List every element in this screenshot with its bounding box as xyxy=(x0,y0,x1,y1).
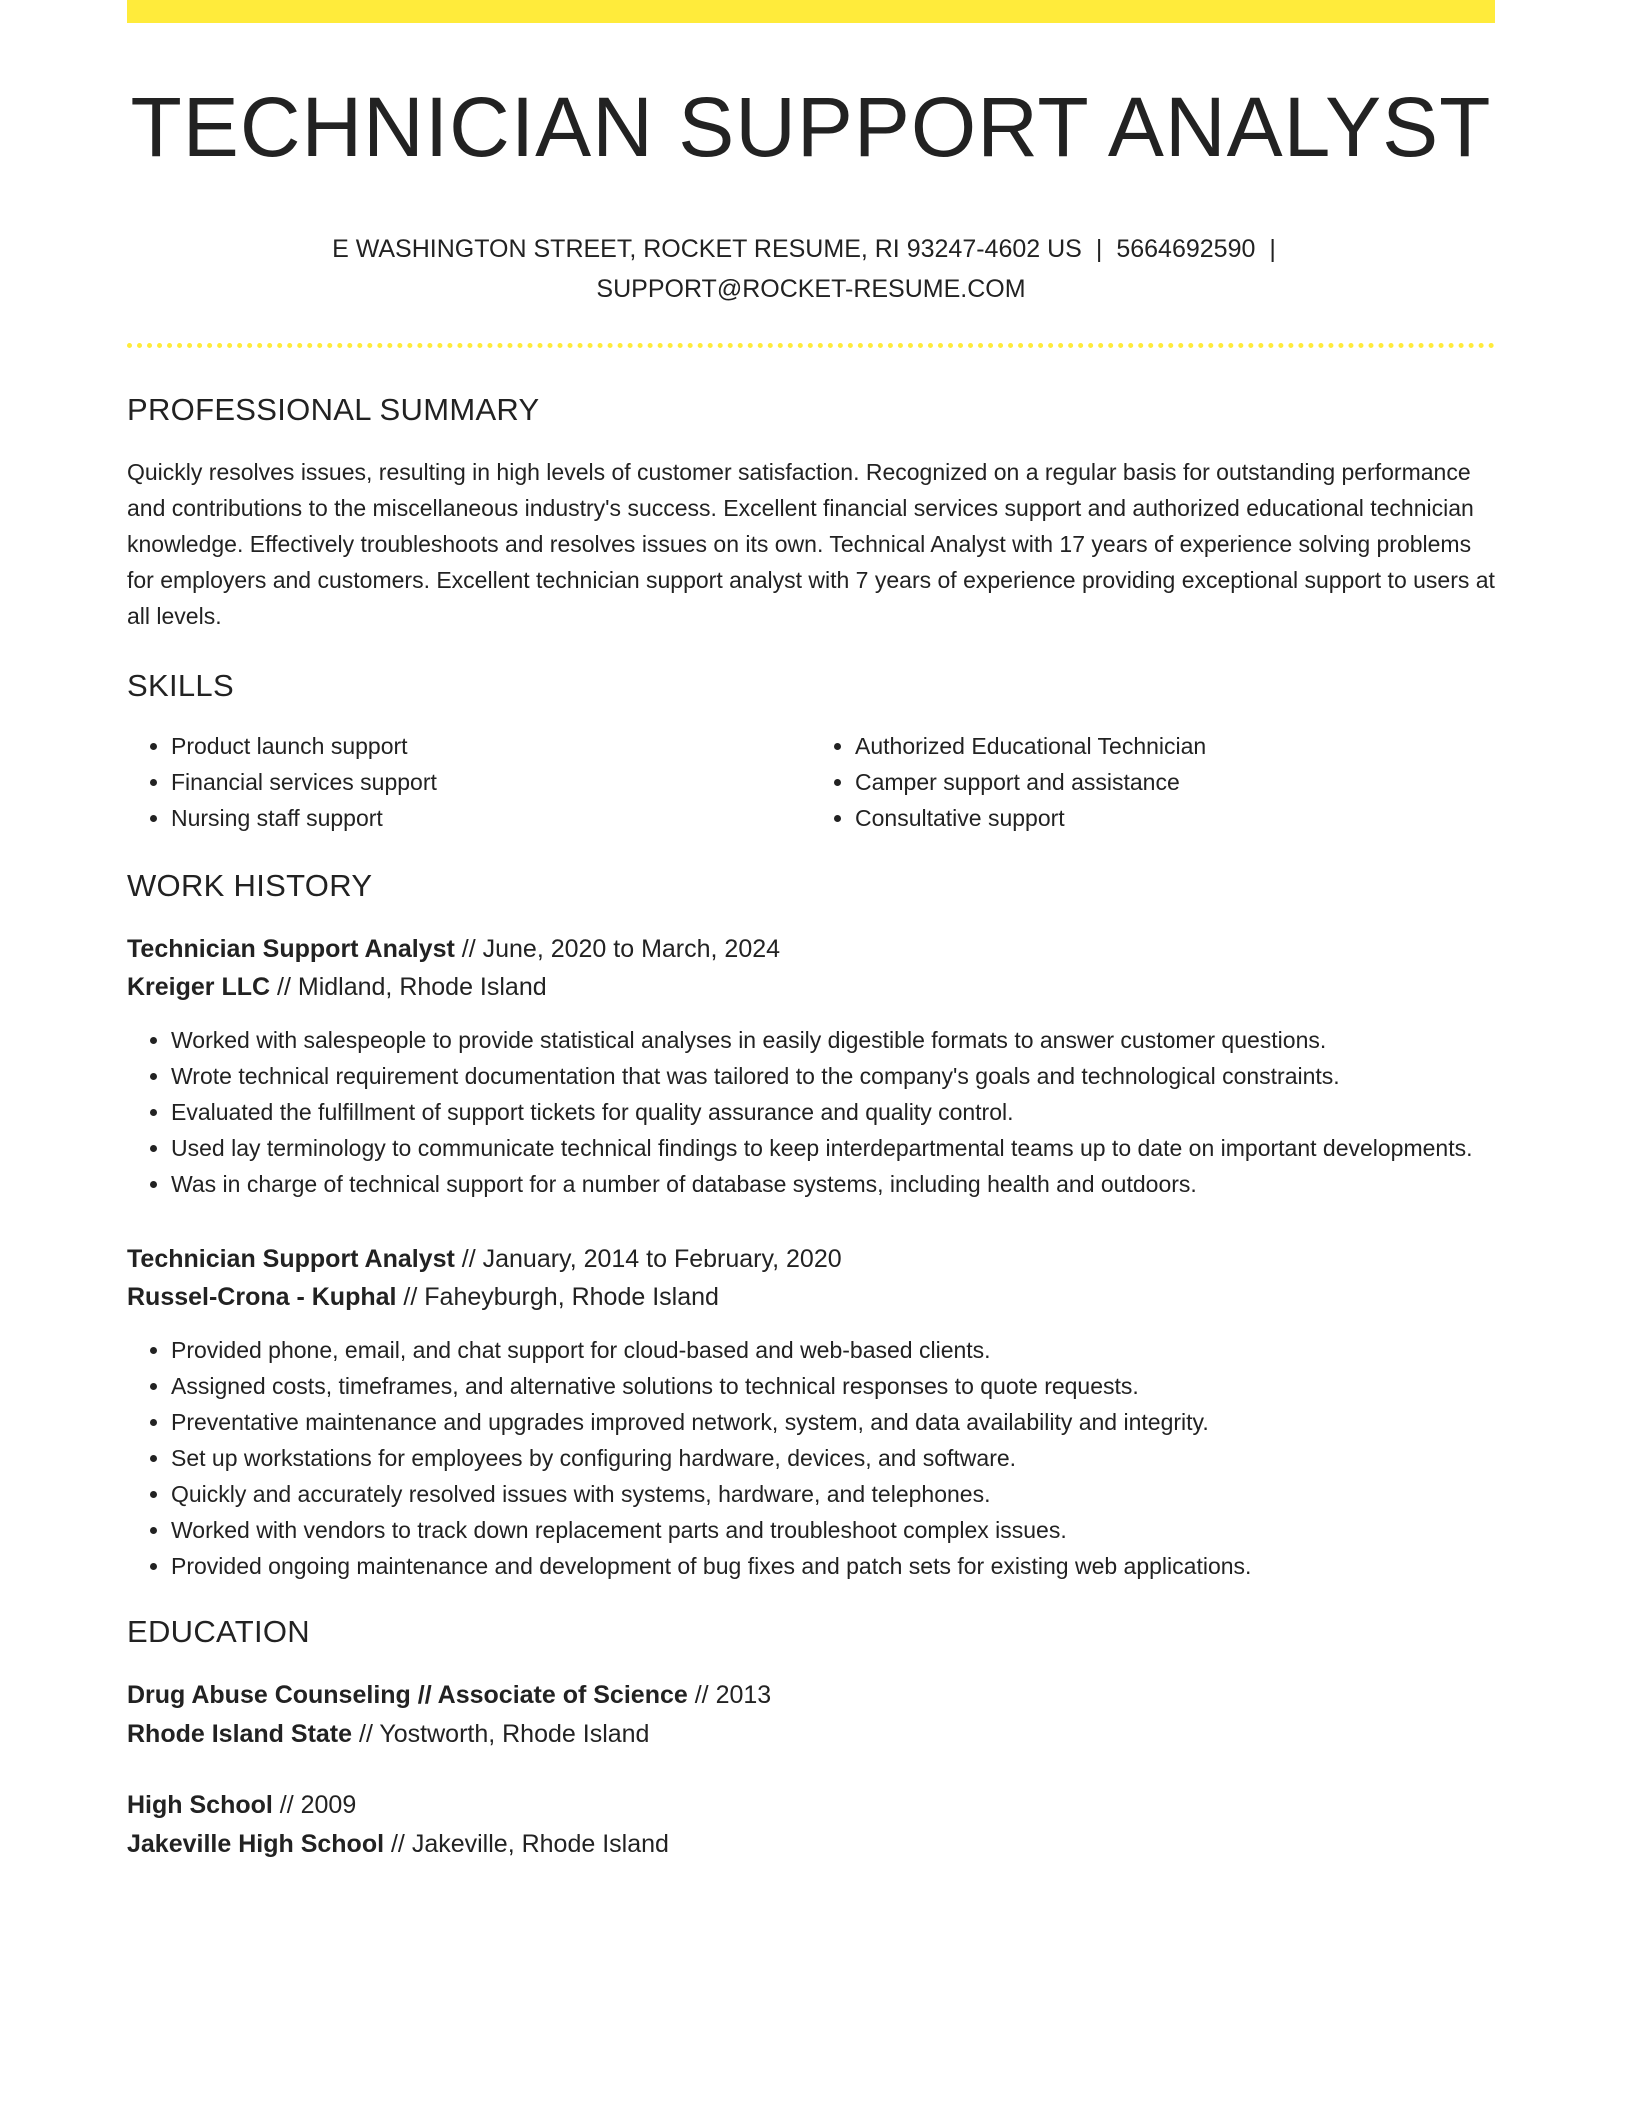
education-school-line xyxy=(127,1825,1495,1864)
top-accent-bar xyxy=(127,0,1495,23)
job-bullet: • Worked with salespeople to provide statistical analyses in easily digestible formats to answer customer questions. xyxy=(171,1022,1495,1058)
education-year: // 2009 xyxy=(272,1791,357,1820)
education-degree-line xyxy=(127,1676,1495,1715)
contact-phone: 5664692590 xyxy=(1116,235,1256,264)
dotted-divider xyxy=(127,343,1495,348)
job-entry xyxy=(127,930,1495,1202)
contact-address: E WASHINGTON STREET, ROCKET RESUME, RI 93247-4602 US xyxy=(332,235,1082,264)
job-title-line xyxy=(127,1240,1495,1278)
skills-column-left xyxy=(127,728,811,836)
job-entry xyxy=(127,1240,1495,1584)
education-location: // Yostworth, Rhode Island xyxy=(352,1720,650,1749)
job-bullet: • Was in charge of technical support for a number of database systems, including health and outdoors. xyxy=(171,1166,1495,1202)
contact-separator: | xyxy=(1269,235,1276,264)
summary-heading: PROFESSIONAL SUMMARY xyxy=(127,392,540,428)
education-school: Rhode Island State xyxy=(127,1720,353,1749)
education-location: // Jakeville, Rhode Island xyxy=(384,1830,669,1859)
job-bullets xyxy=(127,1022,1495,1202)
skill-item: • Consultative support xyxy=(855,800,1495,836)
education-year: // 2013 xyxy=(687,1681,772,1710)
job-bullet: • Wrote technical requirement documentation that was tailored to the company's goals and technological constraints. xyxy=(171,1058,1495,1094)
skill-item: • Nursing staff support xyxy=(171,800,811,836)
skill-item: • Camper support and assistance xyxy=(855,764,1495,800)
contact-email: SUPPORT@ROCKET-RESUME.COM xyxy=(596,275,1026,304)
job-dates: // June, 2020 to March, 2024 xyxy=(454,935,781,964)
job-role: Technician Support Analyst xyxy=(127,935,455,964)
resume-title: TECHNICIAN SUPPORT ANALYST xyxy=(130,80,1492,174)
education-heading: EDUCATION xyxy=(127,1614,310,1650)
education-entry xyxy=(127,1676,1495,1754)
job-bullet: • Assigned costs, timeframes, and alternative solutions to technical responses to quote requests. xyxy=(171,1368,1495,1404)
job-company-line xyxy=(127,968,1495,1006)
job-location: // Faheyburgh, Rhode Island xyxy=(396,1283,719,1312)
job-company-line xyxy=(127,1278,1495,1316)
job-bullet: • Provided phone, email, and chat support for cloud-based and web-based clients. xyxy=(171,1332,1495,1368)
resume-page xyxy=(127,0,1495,1864)
skill-item: • Product launch support xyxy=(171,728,811,764)
job-title-line xyxy=(127,930,1495,968)
job-dates: // January, 2014 to February, 2020 xyxy=(454,1245,842,1274)
skill-item: • Financial services support xyxy=(171,764,811,800)
skills-heading: SKILLS xyxy=(127,668,234,704)
summary-text: Quickly resolves issues, resulting in high levels of customer satisfaction. Recognized on a regular basis for outstanding performance and contributions to the miscellaneous industry's success. Excellent financial services support and authorized educational technician knowledge. Effectively troubleshoots and resolves issues on its own. Technical Analyst with 17 years of experience solving problems for employers and customers. Excellent technician support analyst with 7 years of experience providing exceptional support to users at all levels. xyxy=(127,459,1495,630)
education-degree-line xyxy=(127,1786,1495,1825)
education-school-line xyxy=(127,1715,1495,1754)
job-company: Kreiger LLC xyxy=(127,973,271,1002)
job-bullet: • Used lay terminology to communicate technical findings to keep interdepartmental teams up to date on important developments. xyxy=(171,1130,1495,1166)
education-degree: High School xyxy=(127,1791,273,1820)
job-location: // Midland, Rhode Island xyxy=(270,973,547,1002)
contact-info xyxy=(311,229,1311,309)
skills-column-right xyxy=(811,728,1495,836)
job-bullets xyxy=(127,1332,1495,1584)
job-bullet: • Worked with vendors to track down replacement parts and troubleshoot complex issues. xyxy=(171,1512,1495,1548)
education-degree: Drug Abuse Counseling // Associate of Science xyxy=(127,1681,688,1710)
job-bullet: • Evaluated the fulfillment of support tickets for quality assurance and quality control. xyxy=(171,1094,1495,1130)
skill-item: • Authorized Educational Technician xyxy=(855,728,1495,764)
job-role: Technician Support Analyst xyxy=(127,1245,455,1274)
job-company: Russel-Crona - Kuphal xyxy=(127,1283,397,1312)
job-bullet: • Set up workstations for employees by configuring hardware, devices, and software. xyxy=(171,1440,1495,1476)
job-bullet: • Provided ongoing maintenance and development of bug fixes and patch sets for existing web applications. xyxy=(171,1548,1495,1584)
work-history-heading: WORK HISTORY xyxy=(127,868,373,904)
skills-list xyxy=(127,728,1495,836)
job-bullet: • Preventative maintenance and upgrades improved network, system, and data availability and integrity. xyxy=(171,1404,1495,1440)
education-school: Jakeville High School xyxy=(127,1830,385,1859)
education-entry xyxy=(127,1786,1495,1864)
contact-separator: | xyxy=(1095,235,1103,264)
job-bullet: • Quickly and accurately resolved issues with systems, hardware, and telephones. xyxy=(171,1476,1495,1512)
